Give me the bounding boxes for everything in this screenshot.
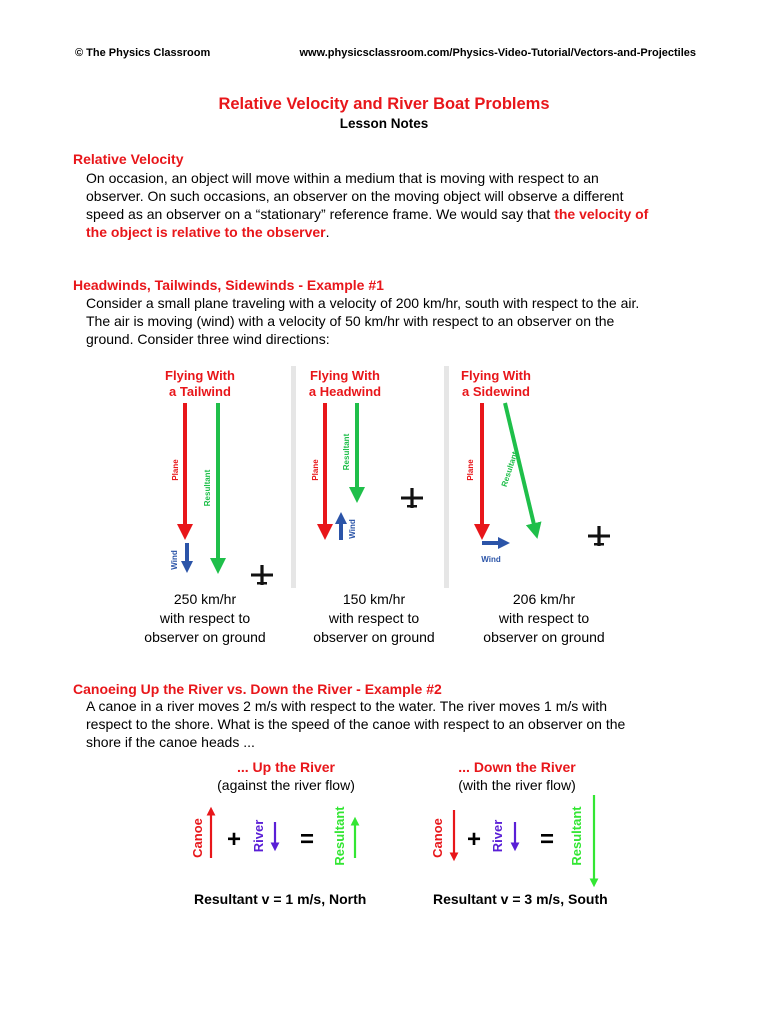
caption-line: observer on ground	[144, 629, 266, 645]
paragraph-line: observer. On such occasions, an observer on the moving object will observe a different	[86, 188, 624, 204]
plus-sign: +	[466, 826, 482, 853]
river-label: River	[490, 819, 505, 853]
wind-label: Wind	[170, 550, 179, 570]
paragraph-line: Consider a small plane traveling with a velocity of 200 km/hr, south with respect to the air.	[86, 295, 640, 311]
panel-title-line: a Sidewind	[462, 384, 530, 399]
result-down-river: Resultant v = 3 m/s, South	[433, 891, 608, 907]
paragraph-text: speed as an observer on a “stationary” reference frame. We would say that	[86, 206, 555, 222]
paragraph-line: shore if the canoe heads ...	[86, 734, 255, 750]
wind-label: Wind	[481, 555, 501, 564]
plus-sign: +	[226, 826, 242, 853]
equals-sign: =	[539, 826, 555, 853]
section-heading-example-2: Canoeing Up the River vs. Down the River - Example #2	[73, 681, 442, 697]
plane-label: Plane	[311, 459, 320, 481]
plane-label: Plane	[466, 459, 475, 481]
url-text: www.physicsclassroom.com/Physics-Video-Tutorial/Vectors-and-Projectiles	[299, 47, 696, 59]
case-title-down: ... Down the River	[458, 759, 576, 775]
case-subtitle-down: (with the river flow)	[458, 777, 576, 793]
paragraph-text: .	[325, 224, 330, 240]
caption-line: observer on ground	[313, 629, 435, 645]
panel-title-line: Flying With	[461, 368, 531, 383]
section-heading-example-1: Headwinds, Tailwinds, Sidewinds - Example #1	[73, 277, 384, 293]
section-heading-relative-velocity: Relative Velocity	[73, 151, 184, 167]
copyright-text: © The Physics Classroom	[75, 47, 211, 59]
caption-line: with respect to	[498, 610, 590, 626]
paragraph-line: On occasion, an object will move within a medium that is moving with respect to an	[86, 170, 599, 186]
resultant-label: Resultant	[499, 450, 520, 488]
canoe-label: Canoe	[430, 818, 445, 858]
resultant-label: Resultant	[332, 806, 347, 866]
river-label: River	[251, 819, 266, 853]
page-subtitle: Lesson Notes	[339, 116, 429, 131]
paragraph-line: The air is moving (wind) with a velocity of 50 km/hr with respect to an observer on the	[86, 313, 615, 329]
panel-title-line: Flying With	[165, 368, 235, 383]
panel-title-line: a Headwind	[308, 384, 382, 399]
panel-title-line: a Tailwind	[169, 384, 231, 399]
resultant-label: Resultant	[342, 433, 351, 471]
equals-sign: =	[299, 826, 315, 853]
paragraph-line: ground. Consider three wind directions:	[86, 331, 330, 347]
caption-line: observer on ground	[483, 629, 605, 645]
wind-label: Wind	[348, 519, 357, 539]
result-up-river: Resultant v = 1 m/s, North	[194, 891, 367, 907]
plane-label: Plane	[171, 459, 180, 481]
caption-line: with respect to	[328, 610, 420, 626]
caption-line: 250 km/hr	[173, 591, 237, 607]
panel-title-line: Flying With	[310, 368, 380, 383]
case-subtitle-up: (against the river flow)	[217, 777, 355, 793]
resultant-label: Resultant	[203, 469, 212, 507]
canoe-label: Canoe	[190, 818, 205, 858]
emphasis-text: the object is relative to the observer	[86, 224, 326, 240]
paragraph-line: respect to the shore. What is the speed of the canoe with respect to an observer on the	[86, 716, 626, 732]
paragraph-line: A canoe in a river moves 2 m/s with respect to the water. The river moves 1 m/s with	[86, 698, 608, 714]
resultant-label: Resultant	[569, 806, 584, 866]
page-title: Relative Velocity and River Boat Problems	[218, 95, 550, 113]
caption-line: with respect to	[159, 610, 251, 626]
case-title-up: ... Up the River	[236, 759, 336, 775]
caption-line: 150 km/hr	[342, 591, 406, 607]
emphasis-text: the velocity of	[554, 206, 649, 222]
caption-line: 206 km/hr	[512, 591, 576, 607]
